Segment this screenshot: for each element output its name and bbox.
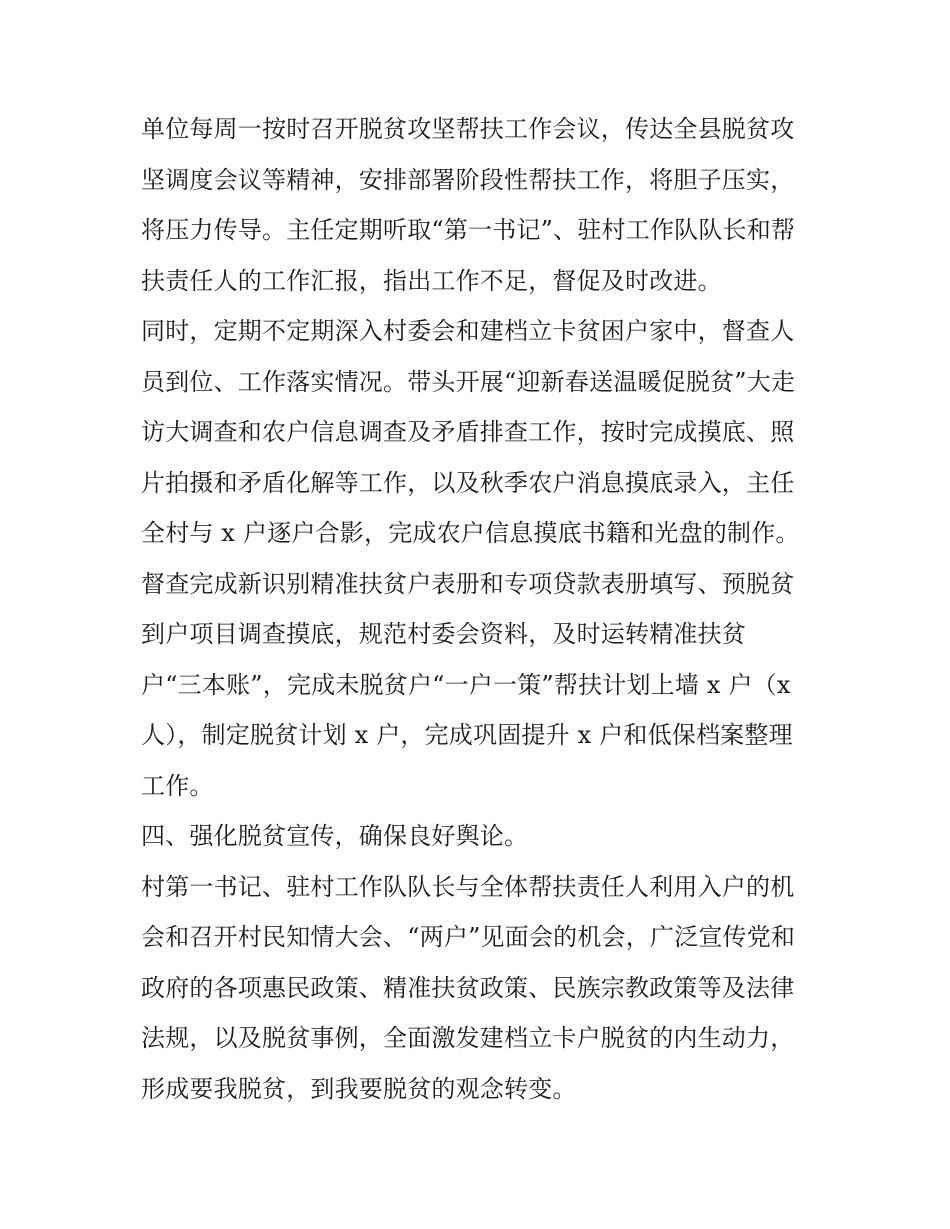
text-line: 村第一书记、驻村工作队队长与全体帮扶责任人利用入户的机 (141, 872, 795, 901)
text-line: 会和召开村民知情大会、“两户”见面会的机会，广泛宣传党和 (141, 923, 796, 951)
document-body (141, 104, 821, 1114)
text-line: 户“三本账”，完成未脱贫户“一户一策”帮扶计划上墙 x 户（x (141, 670, 791, 699)
text-line: 政府的各项惠民政策、精准扶贫政策、民族宗教政策等及法律 (141, 973, 795, 1002)
text-line: 坚调度会议等精神，安排部署阶段性帮扶工作，将胆子压实， (141, 165, 795, 194)
text-line: 人），制定脱贫计划 x 户，完成巩固提升 x 户和低保档案整理 (141, 721, 793, 749)
text-line: 单位每周一按时召开脱贫攻坚帮扶工作会议，传达全县脱贫攻 (141, 115, 795, 143)
text-line: 形成要我脱贫，到我要脱贫的观念转变。 (141, 1074, 577, 1103)
text-line: 访大调查和农户信息调查及矛盾排查工作，按时完成摸底、照 (141, 418, 795, 446)
section-heading: 四、强化脱贫宣传，确保良好舆论。 (141, 822, 529, 850)
text-line: 扶责任人的工作汇报，指出工作不足，督促及时改进。 (141, 266, 722, 295)
text-line: 法规，以及脱贫事例，全面激发建档立卡户脱贫的内生动力， (141, 1024, 795, 1052)
text-line: 到户项目调查摸底，规范村委会资料，及时运转精准扶贫 (141, 620, 746, 648)
text-line: 同时，定期不定期深入村委会和建档立卡贫困户家中，督查人 (141, 317, 795, 345)
text-line: 将压力传导。主任定期听取“第一书记”、驻村工作队队长和帮 (141, 216, 796, 244)
text-line: 员到位、工作落实情况。带头开展“迎新春送温暖促脱贫”大走 (141, 367, 796, 396)
text-line: 督查完成新识别精准扶贫户表册和专项贷款表册填写、预脱贫 (141, 569, 795, 598)
text-line: 全村与 x 户逐户合影，完成农户信息摸底书籍和光盘的制作。 (141, 519, 800, 547)
text-line: 工作。 (141, 771, 214, 800)
text-line: 片拍摄和矛盾化解等工作，以及秋季农户消息摸底录入，主任 (141, 468, 795, 497)
